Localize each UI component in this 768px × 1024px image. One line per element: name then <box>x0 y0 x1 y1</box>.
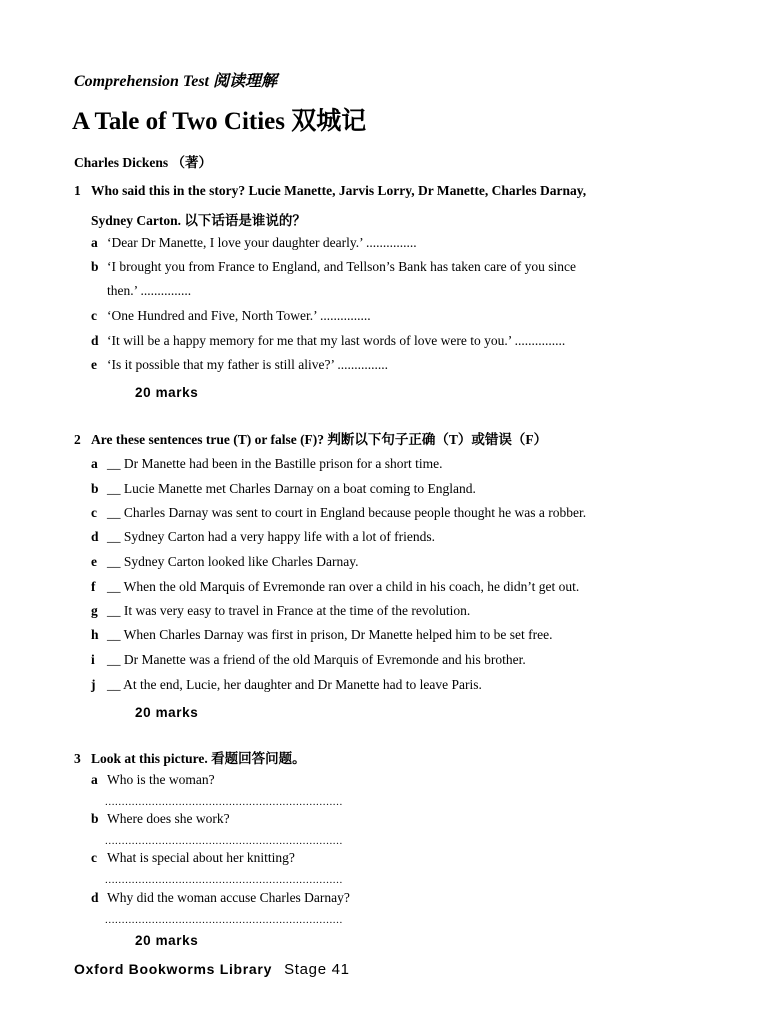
q1-item-d <box>91 333 565 349</box>
q2-prompt-text: Are these sentences true (T) or false (F)? 判断以下句子正确（T）或错误（F） <box>91 432 548 447</box>
q3-number: 3 <box>74 751 81 766</box>
q1-item-e <box>91 357 388 373</box>
q1-prompt-line1 <box>74 183 586 199</box>
q2-item-letter: j <box>91 677 96 692</box>
q2-item-b <box>91 481 476 497</box>
q1-item-c <box>91 308 371 324</box>
q1-item-text: ‘One Hundred and Five, North Tower.’ ............... <box>107 308 371 323</box>
q3-answer-line-a[interactable]: ....................................................................... <box>105 796 343 808</box>
q2-item-letter: c <box>91 505 97 520</box>
q2-item-text: __ Dr Manette had been in the Bastille prison for a short time. <box>107 456 443 471</box>
q3-item-letter: b <box>91 811 99 826</box>
q3-prompt <box>74 747 306 767</box>
q1-item-letter: d <box>91 333 99 348</box>
q3-item-b <box>91 811 230 827</box>
footer-series: Oxford Bookworms Library <box>74 961 273 977</box>
q1-item-text: ‘Is it possible that my father is still alive?’ ............... <box>107 357 388 372</box>
q2-item-text: __ Sydney Carton had a very happy life with a lot of friends. <box>107 529 436 544</box>
q1-item-a <box>91 235 417 251</box>
q1-item-letter: b <box>91 259 99 274</box>
q2-item-text: __ It was very easy to travel in France at the time of the revolution. <box>107 603 471 618</box>
q2-item-text: __ Charles Darnay was sent to court in England because people thought he was a robber. <box>107 505 587 520</box>
q2-item-letter: h <box>91 627 99 642</box>
footer-stage: Stage 41 <box>284 961 350 978</box>
q2-number: 2 <box>74 432 81 447</box>
q2-item-letter: i <box>91 652 95 667</box>
q2-marks: 20 marks <box>135 705 199 720</box>
q1-prompt-text: Who said this in the story? Lucie Manette, Jarvis Lorry, Dr Manette, Charles Darnay, <box>91 183 587 198</box>
q3-item-letter: a <box>91 772 98 787</box>
q1-item-b-continuation: then.’ ............... <box>107 283 192 298</box>
q1-item-text: ‘It will be a happy memory for me that my last words of love were to you.’ ............... <box>107 333 566 348</box>
q1-marks: 20 marks <box>135 385 199 400</box>
q3-item-d <box>91 890 350 906</box>
q2-item-letter: f <box>91 579 96 594</box>
q2-item-text: __ At the end, Lucie, her daughter and Dr Manette had to leave Paris. <box>107 677 482 692</box>
q2-item-a <box>91 456 443 472</box>
q2-item-text: __ When the old Marquis of Evremonde ran over a child in his coach, he didn’t get out. <box>107 579 580 594</box>
q3-item-text: Where does she work? <box>107 811 230 826</box>
q3-item-text: Why did the woman accuse Charles Darnay? <box>107 890 350 905</box>
q1-item-text: ‘Dear Dr Manette, I love your daughter dearly.’ ............... <box>107 235 417 250</box>
q2-item-c <box>91 505 586 521</box>
q3-answer-line-d[interactable]: ....................................................................... <box>105 914 343 926</box>
q1-number: 1 <box>74 183 81 198</box>
q2-prompt <box>74 428 547 448</box>
q3-marks: 20 marks <box>135 933 199 948</box>
q2-item-text: __ When Charles Darnay was first in prison, Dr Manette helped him to be set free. <box>107 627 553 642</box>
q2-item-letter: d <box>91 529 99 544</box>
q1-item-letter: e <box>91 357 97 372</box>
q3-item-text: Who is the woman? <box>107 772 215 787</box>
page-footer <box>74 961 350 978</box>
q1-item-letter: c <box>91 308 97 323</box>
q2-item-text: __ Lucie Manette met Charles Darnay on a boat coming to England. <box>107 481 476 496</box>
test-subtitle: Comprehension Test 阅读理解 <box>74 73 277 90</box>
q3-prompt-text: Look at this picture. 看题回答问题。 <box>91 751 306 766</box>
q2-item-letter: g <box>91 603 98 618</box>
q3-item-letter: d <box>91 890 99 905</box>
q1-item-letter: a <box>91 235 98 250</box>
q1-item-text: ‘I brought you from France to England, and Tellson’s Bank has taken care of you since <box>107 259 576 274</box>
q3-item-text: What is special about her knitting? <box>107 850 295 865</box>
q2-item-text: __ Dr Manette was a friend of the old Marquis of Evremonde and his brother. <box>107 652 526 667</box>
q2-item-letter: a <box>91 456 98 471</box>
q2-item-i <box>91 652 526 668</box>
q3-answer-line-c[interactable]: ....................................................................... <box>105 874 343 886</box>
q2-item-letter: e <box>91 554 97 569</box>
q2-item-f <box>91 579 579 595</box>
q1-item-b <box>91 259 576 275</box>
q2-item-e <box>91 554 358 570</box>
q2-item-g <box>91 603 470 619</box>
author-line: Charles Dickens （著） <box>74 155 212 170</box>
q2-item-text: __ Sydney Carton looked like Charles Darnay. <box>107 554 359 569</box>
q3-item-c <box>91 850 295 866</box>
q1-prompt-line2: Sydney Carton. 以下话语是谁说的？ <box>91 213 306 228</box>
q2-item-h <box>91 627 553 643</box>
q3-answer-line-b[interactable]: ....................................................................... <box>105 835 343 847</box>
q2-item-letter: b <box>91 481 99 496</box>
q2-item-j <box>91 677 482 693</box>
page-title: A Tale of Two Cities 双城记 <box>72 108 367 135</box>
q3-item-letter: c <box>91 850 97 865</box>
q3-item-a <box>91 772 215 788</box>
q2-item-d <box>91 529 435 545</box>
